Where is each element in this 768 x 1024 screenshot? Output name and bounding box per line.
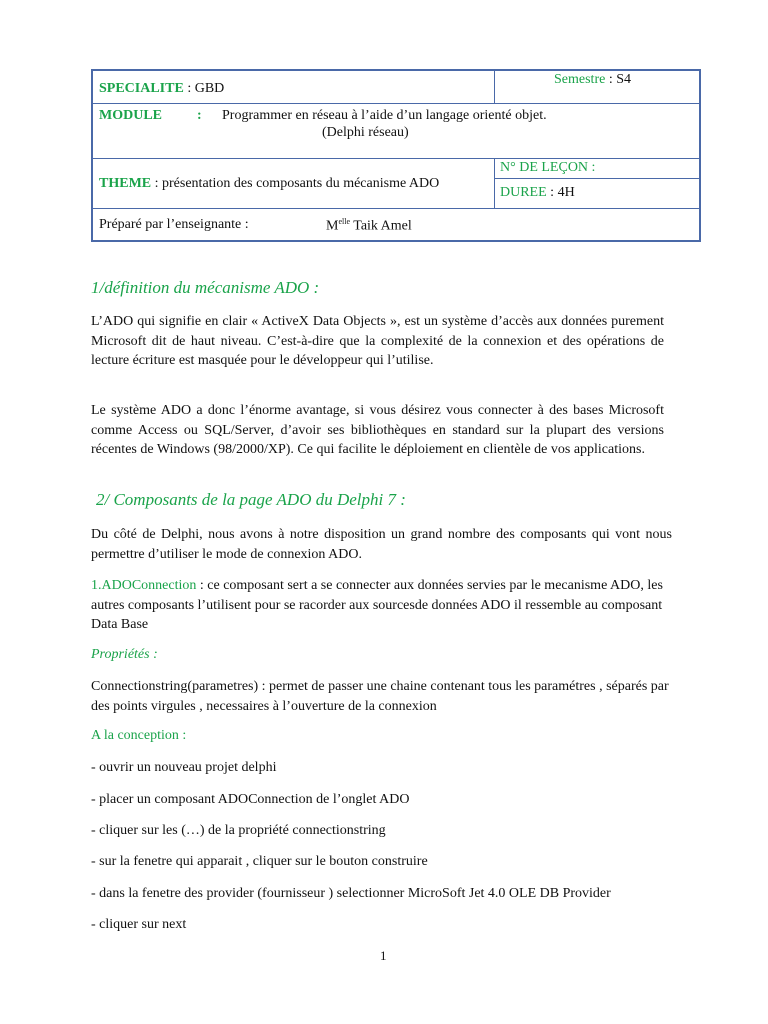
step-item: - sur la fenetre qui apparait , cliquer sur le bouton construire [91, 854, 428, 869]
adoconnection-label: 1.ADOConnection [91, 578, 197, 593]
adoconnection-text: : ce composant sert a se connecter aux données servies par le mecanisme ADO, les autres composants l’utilisent pour se racorder aux sourcesde données ADO il ressemble au composant Data Base [91, 578, 663, 632]
semestre-field [554, 72, 631, 88]
teacher-name [326, 217, 412, 235]
theme-field [99, 176, 439, 192]
adoconnection-paragraph [91, 576, 676, 635]
prepare-label: Préparé par l’enseignante : [99, 217, 249, 232]
step-item: - placer un composant ADOConnection de l’onglet ADO [91, 792, 410, 807]
teacher-surname: Taik Amel [350, 218, 412, 234]
specialite-sep: : [183, 81, 195, 96]
module-sep: : [197, 108, 202, 123]
page-number: 1 [380, 948, 387, 963]
section1-paragraph-1: L’ADO qui signifie en clair « ActiveX Data Objects », est un système d’accès aux données purement Microsoft dit de haut niveau. C’est-à-dire que la complexité de la connexion et des opérations de lecture écriture est masquée pour le développeur qui l’utilise. [91, 314, 664, 368]
duree-value: 4H [557, 185, 575, 200]
header-row-prepare [93, 209, 699, 242]
lesson-header-table [91, 69, 701, 242]
section1-heading: 1/définition du mécanisme ADO : [91, 278, 320, 297]
header-divider-1 [494, 71, 495, 104]
specialite-value: GBD [194, 81, 225, 96]
teacher-prefix: M [326, 218, 339, 234]
step-item: - cliquer sur les (…) de la propriété connectionstring [91, 823, 386, 838]
header-row-specialite [93, 71, 699, 104]
module-label: MODULE [99, 108, 162, 123]
specialite-field [99, 81, 224, 97]
teacher-sup: elle [338, 217, 350, 226]
conception-label: A la conception : [91, 728, 187, 743]
step-item: - dans la fenetre des provider (fournisseur ) selectionner MicroSoft Jet 4.0 OLE DB Provider [91, 886, 611, 901]
proprietes-label: Propriétés : [91, 647, 158, 662]
section1-paragraph-2: Le système ADO a donc l’énorme avantage, si vous désirez vous connecter à des bases Microsoft comme Access ou SQL/Server, d’avoir ses bibliothèques en standard sur la plupart des versions récentes de Windows (98/2000/XP). Ce qui facilite le déploiement en clientèle de vos applications. [91, 403, 664, 457]
header-row-theme [93, 159, 699, 209]
semestre-label: Semestre [554, 72, 606, 87]
module-title-line1: Programmer en réseau à l’aide d’un langage orienté objet. [222, 108, 547, 123]
theme-label: THEME [99, 176, 152, 191]
specialite-label: SPECIALITE [99, 81, 184, 96]
module-title-line2: (Delphi réseau) [322, 125, 409, 140]
step-item: - cliquer sur next [91, 917, 187, 932]
semestre-sep: : [605, 72, 617, 87]
section2-heading: 2/ Composants de la page ADO du Delphi 7 : [96, 490, 406, 509]
lecon-label: N° DE LEÇON : [500, 160, 596, 175]
lecon-cell [494, 159, 699, 179]
header-divider-2 [494, 159, 495, 209]
step-item: - ouvrir un nouveau projet delphi [91, 760, 277, 775]
semestre-value: S4 [616, 72, 632, 87]
section2-intro: Du côté de Delphi, nous avons à notre disposition un grand nombre des composants qui vont nous permettre d’utiliser le mode de connexion ADO. [91, 527, 672, 562]
duree-label: DUREE [500, 185, 547, 200]
connectionstring-paragraph: Connectionstring(parametres) : permet de passer une chaine contenant tous les paramétres , séparés par des points virgules , necessaires à l’ouverture de la connexion [91, 679, 669, 714]
duree-sep: : [546, 185, 558, 200]
duree-field [500, 185, 575, 201]
theme-value: : présentation des composants du mécanisme ADO [151, 176, 440, 191]
header-row-module [93, 104, 699, 159]
